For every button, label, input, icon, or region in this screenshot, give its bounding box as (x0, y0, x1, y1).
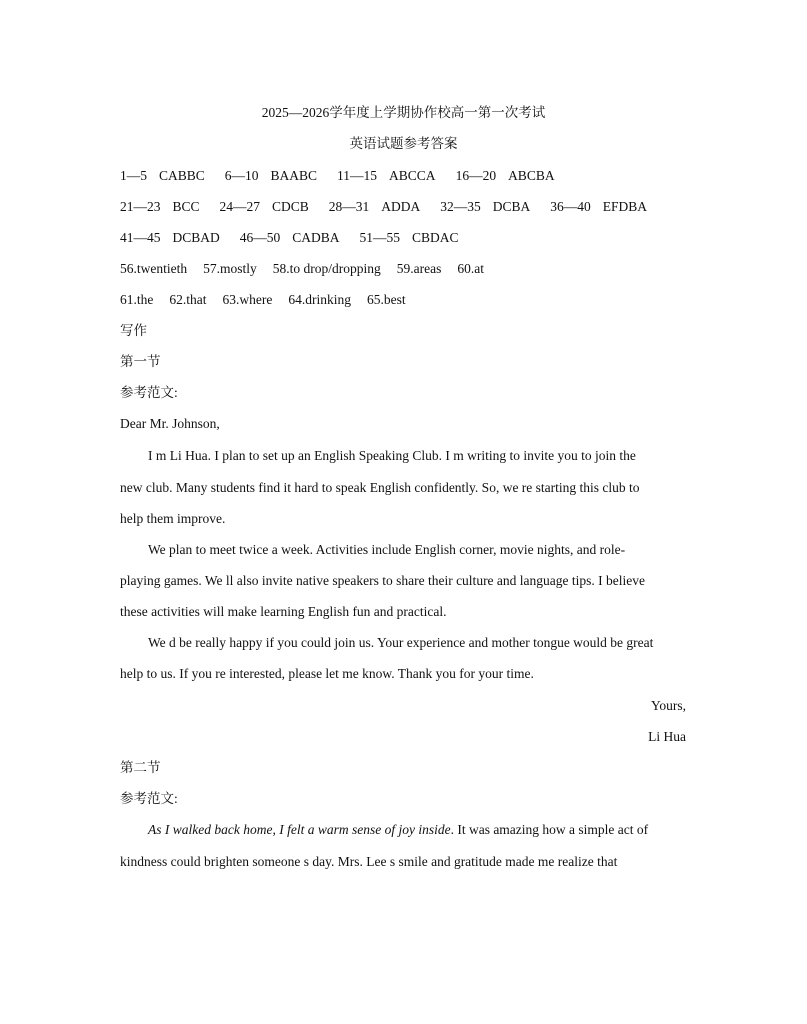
answer-key: ABCCA (389, 168, 436, 183)
letter-line: help them improve. (120, 511, 226, 526)
essay-line: kindness could brighten someone s day. Mrs. Lee s smile and gratitude made me realize that (120, 854, 618, 869)
answer-range: 28—31 (328, 199, 370, 214)
answer-range: 36—40 (550, 199, 591, 214)
letter-line: these activities will make learning English fun and practical. (120, 604, 447, 619)
section-1-label: 参考范文: (120, 385, 178, 400)
answer-range: 51—55 (359, 230, 401, 245)
answer-key: BAABC (270, 168, 318, 183)
fill-answer: 56.twentieth (120, 261, 188, 276)
fill-answer: 59.areas (396, 261, 442, 276)
answer-key: DCBA (492, 199, 531, 214)
answer-key: DCBAD (172, 230, 220, 245)
answer-range: 11—15 (337, 168, 378, 183)
fill-answer: 57.mostly (203, 261, 257, 276)
writing-heading: 写作 (120, 323, 147, 338)
given-opening-sentence: As I walked back home, I felt a warm sense of joy inside (148, 822, 451, 837)
letter-closing: Yours, (650, 698, 686, 713)
answer-range: 6—10 (224, 168, 259, 183)
letter-line: We plan to meet twice a week. Activities include English corner, movie nights, and role- (148, 542, 626, 557)
answer-row-5 (120, 292, 422, 308)
answer-range: 41—45 (120, 230, 161, 245)
answer-key: EFDBA (602, 199, 648, 214)
answer-range: 21—23 (120, 199, 161, 214)
answer-row-2 (120, 199, 667, 215)
letter-greeting: Dear Mr. Johnson, (120, 416, 220, 431)
fill-answer: 60.at (457, 261, 484, 276)
fill-answer: 65.best (366, 292, 406, 307)
answer-row-1 (120, 168, 575, 184)
letter-signature: Li Hua (648, 729, 686, 744)
answer-key: CADBA (292, 230, 340, 245)
essay-line (148, 822, 648, 838)
answer-range: 46—50 (239, 230, 281, 245)
letter-line: help to us. If you re interested, please let me know. Thank you for your time. (120, 666, 534, 681)
answer-key: ADDA (381, 199, 421, 214)
fill-answer: 58.to drop/dropping (272, 261, 381, 276)
section-2-title: 第二节 (120, 760, 161, 775)
answer-key: CDCB (272, 199, 309, 214)
section-2-label: 参考范文: (120, 791, 178, 806)
section-1-title: 第一节 (120, 354, 161, 369)
page-subtitle: 英语试题参考答案 (349, 136, 458, 151)
letter-line: new club. Many students find it hard to speak English confidently. So, we re starting this club to (120, 480, 640, 495)
answer-row-4 (120, 261, 500, 277)
answer-key: CBDAC (412, 230, 459, 245)
answer-key: ABCBA (508, 168, 555, 183)
answer-range: 32—35 (440, 199, 481, 214)
fill-answer: 61.the (120, 292, 154, 307)
letter-line: I m Li Hua. I plan to set up an English Speaking Club. I m writing to invite you to join the (148, 448, 636, 463)
letter-line: playing games. We ll also invite native speakers to share their culture and language tips. I believe (120, 573, 645, 588)
answer-range: 1—5 (120, 168, 147, 183)
fill-answer: 64.drinking (288, 292, 351, 307)
letter-line: We d be really happy if you could join us. Your experience and mother tongue would be great (148, 635, 654, 650)
answer-key: CABBC (159, 168, 205, 183)
essay-text: . It was amazing how a simple act of (450, 822, 649, 837)
answer-row-3 (120, 230, 479, 246)
fill-answer: 63.where (222, 292, 273, 307)
answer-key: BCC (172, 199, 200, 214)
page-title: 2025—2026学年度上学期协作校高一第一次考试 (261, 105, 546, 120)
fill-answer: 62.that (169, 292, 207, 307)
answer-range: 16—20 (455, 168, 497, 183)
answer-range: 24—27 (219, 199, 261, 214)
